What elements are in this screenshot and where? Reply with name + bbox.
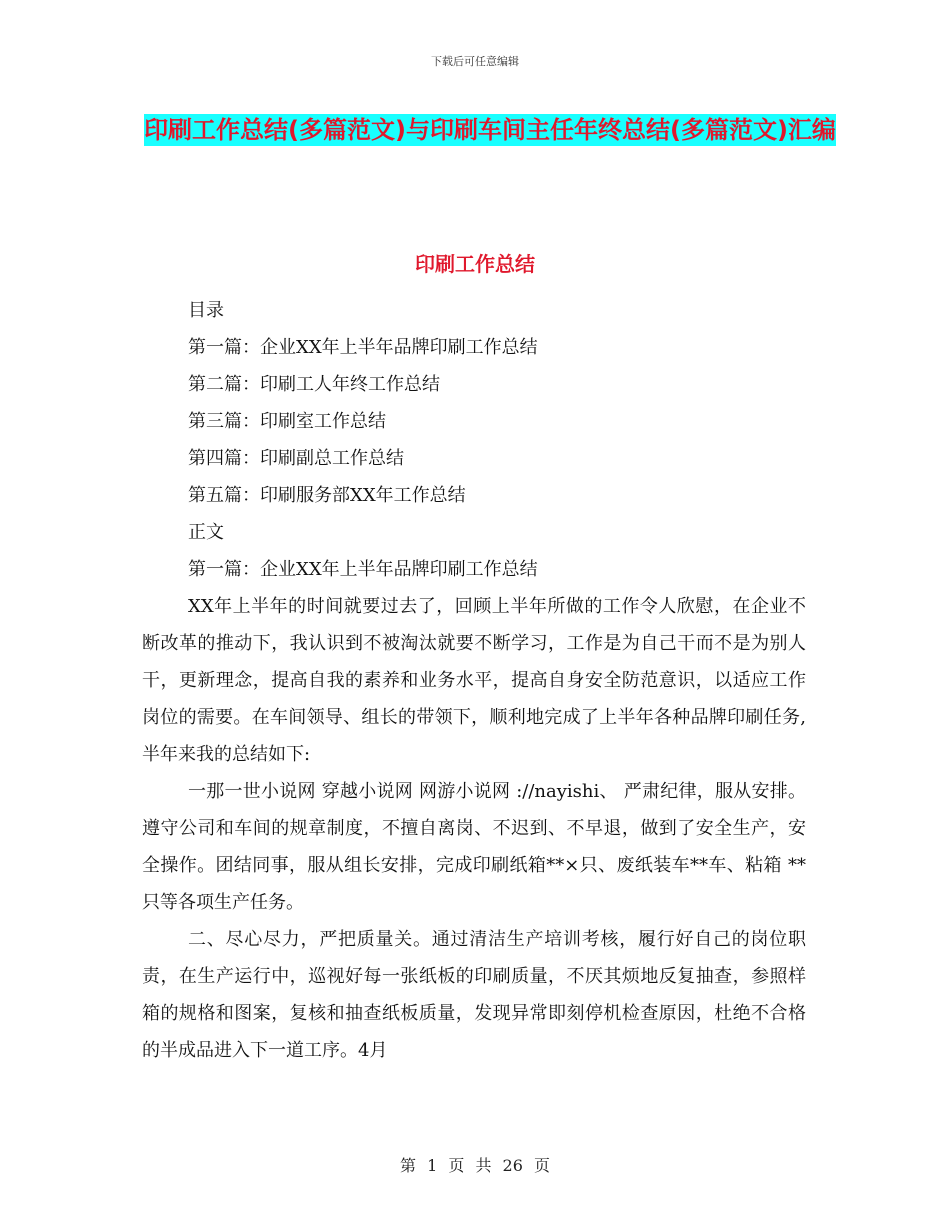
section-title: 印刷工作总结 (415, 252, 535, 276)
toc-item: 第五篇：印刷服务部XX年工作总结 (188, 485, 466, 506)
toc-item: 第四篇：印刷副总工作总结 (188, 448, 404, 469)
first-chapter-title: 第一篇：企业XX年上半年品牌印刷工作总结 (188, 559, 538, 580)
paragraph: 二、尽心尽力，严把质量关。通过清洁生产培训考核，履行好自己的岗位职责，在生产运行中，巡视好每一张纸板的印刷质量，不厌其烦地反复抽查，参照样箱的规格和图案，复核和抽查纸板质量，发现异常即刻停机检查原因，杜绝不合格的半成品进入下一道工序。4月 (142, 929, 806, 1061)
paragraph: XX年上半年的时间就要过去了，回顾上半年所做的工作令人欣慰，在企业不断改革的推动下，我认识到不被淘汰就要不断学习，工作是为自己干而不是为别人干，更新理念，提高自我的素养和业务水平，提高自身安全防范意识，以适应工作岗位的需要。在车间领导、组长的带领下，顺利地完成了上半年各种品牌印刷任务,半年来我的总结如下: (142, 596, 806, 765)
toc-item: 第二篇：印刷工人年终工作总结 (188, 374, 440, 395)
body-heading: 正文 (188, 522, 224, 543)
body-text (142, 588, 806, 1069)
table-of-contents (188, 292, 808, 588)
page-footer: 第 1 页 共 26 页 (400, 1156, 550, 1175)
toc-item: 第三篇：印刷室工作总结 (188, 411, 386, 432)
toc-item: 第一篇：企业XX年上半年品牌印刷工作总结 (188, 337, 538, 358)
header-note: 下载后可任意编辑 (431, 55, 519, 68)
toc-heading: 目录 (188, 300, 224, 321)
paragraph: 一那一世小说网 穿越小说网 网游小说网 ://nayishi、 严肃纪律，服从安排。遵守公司和车间的规章制度，不擅自离岗、不迟到、不早退，做到了安全生产，安全操作。团结同事，服从组长安排，完成印刷纸箱**×只、废纸装车**车、粘箱 **只等各项生产任务。 (142, 781, 806, 913)
document-title (140, 108, 840, 153)
document-title-text: 印刷工作总结(多篇范文)与印刷车间主任年终总结(多篇范文)汇编 (144, 116, 836, 144)
